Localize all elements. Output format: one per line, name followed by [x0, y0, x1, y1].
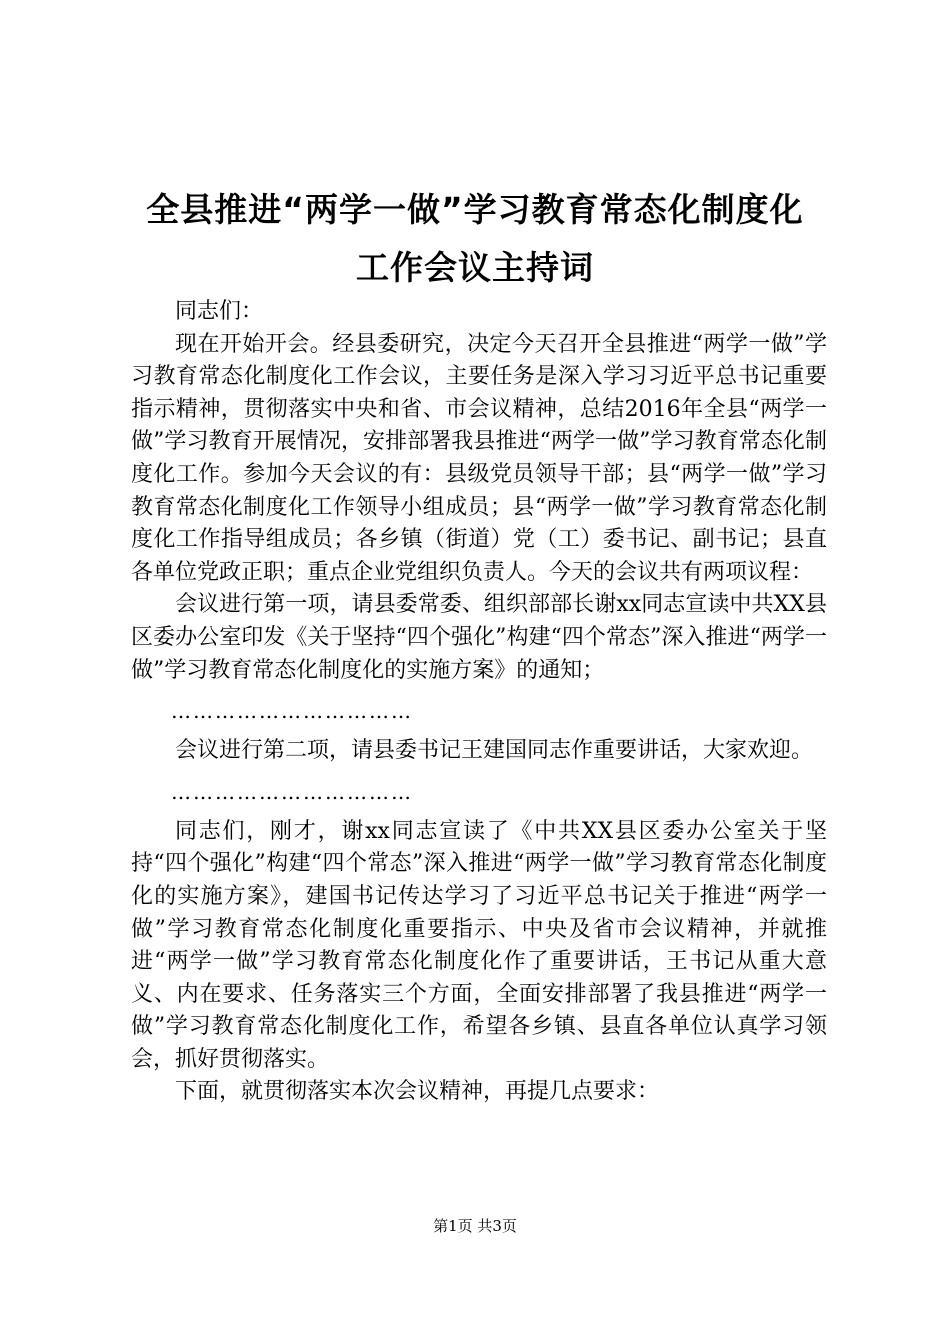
document-body — [131, 296, 827, 1109]
requirements-intro-paragraph: 下面，就贯彻落实本次会议精神，再提几点要求： — [175, 1079, 660, 1105]
opening-paragraph: 现在开始开会。经县委研究，决定今天召开全县推进“两学一做”学习教育常态化制度化工作会议，主要任务是深入学习习近平总书记重要指示精神，贯彻落实中央和省、市会议精神，总结2016年全县“两学一做”学习教育开展情况，安排部署我县推进“两学一做”学习教育常态化制度化工作。参加今天会议的有：县级党员领导干部；县“两学一做”学习教育常态化制度化工作领导小组成员；县“两学一做”学习教育常态化制度化工作指导组成员；各乡镇（街道）党（工）委书记、副书记；县直各单位党政正职；重点企业党组织负责人。今天的会议共有两项议程： — [131, 331, 827, 585]
agenda-item-1-paragraph: 会议进行第一项，请县委常委、组织部部长谢xx同志宣读中共XX县区委办公室印发《关于坚持“四个强化”构建“四个常态”深入推进“两学一做”学习教育常态化制度化的实施方案》的通知； — [131, 592, 827, 683]
ellipsis-separator: …………………………… — [171, 699, 413, 724]
greeting-paragraph: 同志们： — [175, 299, 264, 324]
document-title-line-1: 全县推进“两学一做”学习教育常态化制度化 — [146, 190, 804, 229]
summary-paragraph: 同志们，刚才，谢xx同志宣读了《中共XX县区委办公室关于坚持“四个强化”构建“四个常态”深入推进“两学一做”学习教育常态化制度化的实施方案》，建国书记传达学习了习近平总书记关于推进“两学一做”学习教育常态化制度化重要指示、中央及省市会议精神，并就推进“两学一做”学习教育常态化制度化作了重要讲话，王书记从重大意义、内在要求、任务落实三个方面，全面安排部署了我县推进“两学一做”学习教育常态化制度化工作，希望各乡镇、县直各单位认真学习领会，抓好贯彻落实。 — [131, 818, 827, 1072]
ellipsis-separator: …………………………… — [171, 779, 413, 804]
page-footer: 第1页 共3页 — [433, 1217, 517, 1235]
agenda-item-2-paragraph: 会议进行第二项，请县委书记王建国同志作重要讲话，大家欢迎。 — [175, 738, 814, 764]
document-title-line-2: 工作会议主持词 — [356, 248, 594, 287]
